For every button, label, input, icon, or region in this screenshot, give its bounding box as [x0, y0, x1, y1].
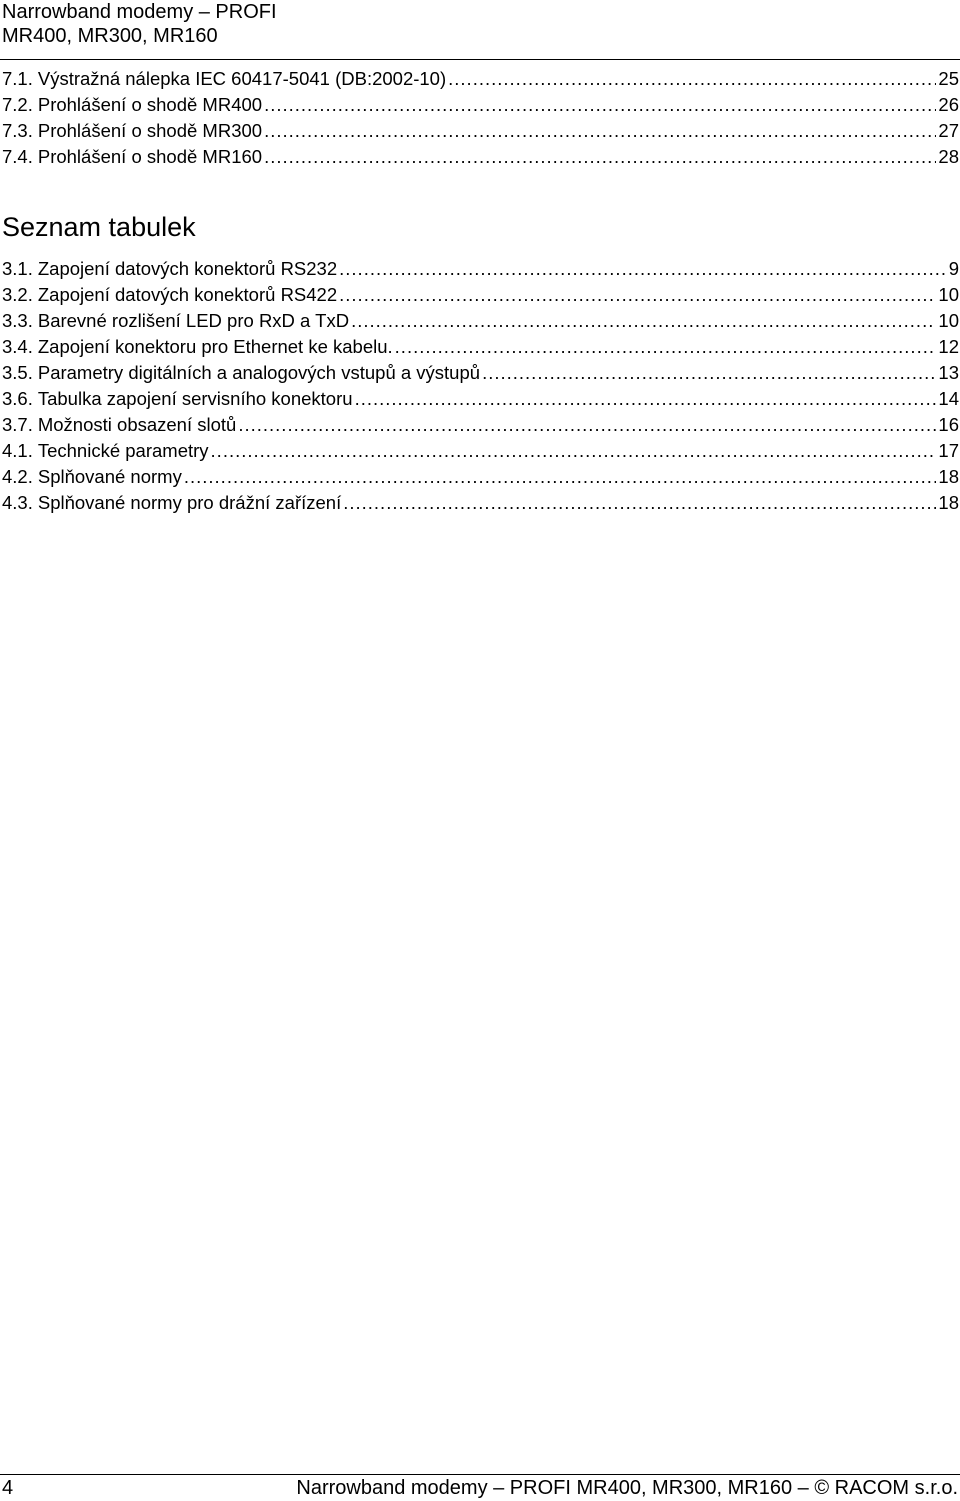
toc-entry-number: 3.1. — [2, 258, 33, 279]
toc-entry-number: 3.7. — [2, 414, 33, 435]
toc-entry-title: Výstražná nálepka IEC 60417-5041 (DB:2002-10) — [37, 68, 447, 89]
toc-dot-leader — [343, 490, 936, 516]
toc-entry-title: Zapojení konektoru pro Ethernet ke kabelu. — [37, 336, 393, 357]
toc-entry-title: Prohlášení o shodě MR160 — [37, 146, 263, 167]
toc-entry[interactable] — [2, 308, 959, 334]
toc-entry-number: 4.2. — [2, 466, 33, 487]
toc-dot-leader — [351, 308, 936, 334]
toc-entry-number: 4.1. — [2, 440, 33, 461]
toc-entry-number: 7.1. — [2, 68, 33, 89]
toc-entry-page: 16 — [938, 414, 959, 435]
toc-entry-number: 3.4. — [2, 336, 33, 357]
toc-dot-leader — [184, 464, 937, 490]
toc-entry-title: Zapojení datových konektorů RS232 — [37, 258, 338, 279]
toc-entry-page: 27 — [938, 120, 959, 141]
list-of-tables — [2, 256, 959, 516]
toc-entry-page: 10 — [938, 284, 959, 305]
toc-entry-title: Parametry digitálních a analogových vstupů a výstupů — [37, 362, 481, 383]
toc-entry[interactable] — [2, 438, 959, 464]
header-title: Narrowband modemy – PROFI — [2, 1, 277, 23]
toc-entry[interactable] — [2, 360, 959, 386]
toc-entry[interactable] — [2, 92, 959, 118]
toc-entry-title: Možnosti obsazení slotů — [37, 414, 237, 435]
list-of-figures-continued — [2, 66, 959, 170]
toc-dot-leader — [482, 360, 936, 386]
footer-page-number: 4 — [2, 1477, 14, 1499]
toc-dot-leader — [448, 66, 936, 92]
toc-entry[interactable] — [2, 386, 959, 412]
toc-entry[interactable] — [2, 334, 959, 360]
toc-dot-leader — [264, 118, 936, 144]
toc-entry-number: 3.6. — [2, 388, 33, 409]
toc-entry-title: Tabulka zapojení servisního konektoru — [37, 388, 353, 409]
toc-entry-page: 18 — [938, 492, 959, 513]
toc-entry-page: 17 — [938, 440, 959, 461]
toc-dot-leader — [264, 144, 936, 170]
toc-dot-leader — [395, 334, 937, 360]
toc-entry-title: Technické parametry — [37, 440, 209, 461]
toc-dot-leader — [355, 386, 937, 412]
toc-entry-page: 26 — [938, 94, 959, 115]
toc-entry-number: 3.2. — [2, 284, 33, 305]
header-subtitle: MR400, MR300, MR160 — [2, 25, 218, 47]
toc-entry-title: Prohlášení o shodě MR300 — [37, 120, 263, 141]
toc-entry-page: 14 — [938, 388, 959, 409]
toc-dot-leader — [264, 92, 936, 118]
toc-dot-leader — [211, 438, 937, 464]
section-heading-tables: Seznam tabulek — [2, 212, 196, 242]
page-footer — [0, 1474, 960, 1501]
toc-entry-number: 4.3. — [2, 492, 33, 513]
toc-entry-title: Zapojení datových konektorů RS422 — [37, 284, 338, 305]
toc-entry-number: 3.3. — [2, 310, 33, 331]
toc-entry[interactable] — [2, 66, 959, 92]
toc-entry[interactable] — [2, 118, 959, 144]
toc-dot-leader — [339, 282, 936, 308]
toc-entry[interactable] — [2, 490, 959, 516]
toc-entry[interactable] — [2, 144, 959, 170]
toc-entry-number: 7.4. — [2, 146, 33, 167]
toc-entry-title: Barevné rozlišení LED pro RxD a TxD — [37, 310, 350, 331]
toc-entry-page: 9 — [948, 258, 959, 279]
toc-entry-number: 3.5. — [2, 362, 33, 383]
toc-dot-leader — [339, 256, 947, 282]
toc-entry-page: 18 — [938, 466, 959, 487]
toc-entry[interactable] — [2, 464, 959, 490]
page-header — [0, 0, 960, 60]
footer-document-info: Narrowband modemy – PROFI MR400, MR300, MR160 – © RACOM s.r.o. — [296, 1477, 958, 1499]
toc-entry[interactable] — [2, 282, 959, 308]
toc-entry-title: Splňované normy — [37, 466, 182, 487]
toc-entry-title: Prohlášení o shodě MR400 — [37, 94, 263, 115]
toc-entry[interactable] — [2, 412, 959, 438]
toc-entry-number: 7.3. — [2, 120, 33, 141]
toc-dot-leader — [238, 412, 936, 438]
toc-entry-page: 13 — [938, 362, 959, 383]
toc-entry-page: 28 — [938, 146, 959, 167]
toc-entry-page: 12 — [938, 336, 959, 357]
toc-entry-title: Splňované normy pro drážní zařízení — [37, 492, 342, 513]
toc-entry-page: 10 — [938, 310, 959, 331]
toc-entry-number: 7.2. — [2, 94, 33, 115]
toc-entry[interactable] — [2, 256, 959, 282]
toc-entry-page: 25 — [938, 68, 959, 89]
